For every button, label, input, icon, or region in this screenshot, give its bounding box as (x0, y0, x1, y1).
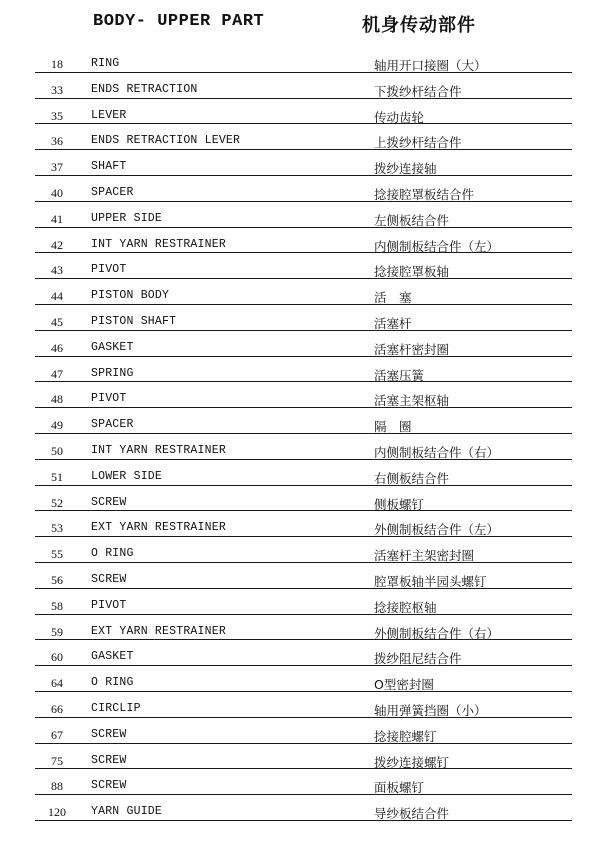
part-number: 36 (51, 134, 63, 149)
part-row (0, 385, 600, 411)
part-row (0, 772, 600, 798)
part-name-english: SCREW (91, 753, 127, 767)
part-name-chinese: 捻接腔罩板结合件 (374, 186, 475, 202)
part-number: 40 (51, 185, 63, 200)
part-name-chinese: 外侧制板结合件（右） (374, 625, 500, 641)
part-row (0, 282, 600, 308)
part-name-chinese: 左侧板结合件 (374, 212, 450, 228)
part-row (0, 360, 600, 386)
part-name-chinese: 下拨纱杆结合件 (374, 83, 462, 99)
part-row (0, 721, 600, 747)
part-name-english: SCREW (91, 727, 127, 741)
part-number: 56 (51, 572, 63, 587)
part-name-chinese: 拨纱连接轴 (374, 161, 437, 177)
part-number: 52 (51, 495, 63, 510)
part-number: 59 (51, 624, 63, 639)
part-row (0, 643, 600, 669)
part-name-chinese: 捻接腔罩板轴 (374, 264, 450, 280)
part-name-english: SCREW (91, 572, 127, 586)
part-name-chinese: 活塞主架枢轴 (374, 393, 450, 409)
part-number: 46 (51, 340, 63, 355)
part-name-english: SPACER (91, 185, 134, 199)
part-row (0, 566, 600, 592)
part-number: 55 (51, 547, 63, 562)
part-number: 43 (51, 263, 63, 278)
part-name-chinese: 活塞压簧 (374, 367, 425, 383)
part-number: 35 (51, 108, 63, 123)
part-name-english: YARN GUIDE (91, 805, 163, 819)
part-name-chinese: 活 塞 (374, 290, 412, 306)
part-name-english: INT YARN RESTRAINER (91, 237, 226, 251)
part-row (0, 695, 600, 721)
part-row (0, 463, 600, 489)
part-name-english: UPPER SIDE (91, 211, 163, 225)
part-name-english: ENDS RETRACTION (91, 82, 198, 96)
part-name-english: SCREW (91, 779, 127, 793)
part-name-chinese: 拨纱阻尼结合件 (374, 651, 462, 667)
part-name-english: SCREW (91, 495, 127, 509)
part-row (0, 205, 600, 231)
part-name-english: SPACER (91, 418, 134, 432)
part-number: 120 (48, 805, 66, 820)
part-name-chinese: 右侧板结合件 (374, 470, 450, 486)
part-name-chinese: 外侧制板结合件（左） (374, 522, 500, 538)
part-number: 47 (51, 366, 63, 381)
part-row (0, 50, 600, 76)
part-row (0, 411, 600, 437)
part-row (0, 231, 600, 257)
part-number: 41 (51, 211, 63, 226)
part-name-english: GASKET (91, 340, 134, 354)
part-row (0, 540, 600, 566)
part-row (0, 798, 600, 824)
part-number: 51 (51, 469, 63, 484)
part-number: 18 (51, 57, 63, 71)
part-number: 53 (51, 521, 63, 536)
part-row (0, 308, 600, 334)
part-name-chinese: O型密封圈 (374, 677, 434, 693)
part-name-chinese: 导纱板结合件 (374, 806, 450, 822)
part-number: 60 (51, 650, 63, 665)
part-row (0, 514, 600, 540)
part-name-chinese: 面板螺钉 (374, 780, 425, 796)
part-row (0, 153, 600, 179)
part-name-english: LEVER (91, 108, 127, 122)
part-number: 48 (51, 392, 63, 407)
part-name-chinese: 拨纱连接螺钉 (374, 754, 450, 770)
part-name-chinese: 侧板螺钉 (374, 496, 425, 512)
part-number: 67 (51, 727, 63, 742)
part-name-english: INT YARN RESTRAINER (91, 443, 226, 457)
part-name-english: EXT YARN RESTRAINER (91, 521, 226, 535)
part-row (0, 334, 600, 360)
part-name-english: SHAFT (91, 160, 127, 174)
part-name-english: PISTON SHAFT (91, 314, 177, 328)
part-name-chinese: 轴用弹簧挡圈（小） (374, 702, 487, 718)
part-name-english: PIVOT (91, 598, 127, 612)
part-name-english: ENDS RETRACTION LEVER (91, 134, 241, 148)
part-name-chinese: 传动齿轮 (374, 109, 425, 125)
parts-table (0, 50, 600, 824)
page-header (0, 12, 600, 40)
part-name-english: EXT YARN RESTRAINER (91, 624, 226, 638)
part-name-english: O RING (91, 676, 134, 690)
part-number: 37 (51, 160, 63, 175)
title-chinese: 机身传动部件 (362, 15, 476, 36)
part-name-english: O RING (91, 547, 134, 561)
part-name-english: SPRING (91, 366, 134, 380)
part-name-english: PISTON BODY (91, 289, 170, 303)
part-name-chinese: 腔罩板轴半园头螺钉 (374, 573, 487, 589)
part-name-english: LOWER SIDE (91, 469, 163, 483)
part-number: 75 (51, 753, 63, 768)
part-number: 66 (51, 701, 63, 716)
part-name-chinese: 捻接腔枢轴 (374, 599, 437, 615)
part-row (0, 669, 600, 695)
part-name-chinese: 隔 圈 (374, 419, 412, 435)
part-name-english: GASKET (91, 650, 134, 664)
part-number: 45 (51, 314, 63, 329)
part-name-english: CIRCLIP (91, 701, 141, 715)
part-row (0, 102, 600, 128)
part-name-chinese: 轴用开口接圈（大） (374, 58, 487, 73)
part-number: 58 (51, 598, 63, 613)
part-row (0, 618, 600, 644)
part-number: 44 (51, 289, 63, 304)
part-name-english: PIVOT (91, 263, 127, 277)
part-number: 42 (51, 237, 63, 252)
part-name-chinese: 活塞杆 (374, 315, 412, 331)
part-name-english: RING (91, 57, 120, 70)
part-row (0, 747, 600, 773)
part-row (0, 179, 600, 205)
part-row (0, 489, 600, 515)
part-number: 64 (51, 676, 63, 691)
part-number: 49 (51, 418, 63, 433)
part-name-chinese: 捻接腔螺钉 (374, 728, 437, 744)
part-name-chinese: 上拨纱杆结合件 (374, 135, 462, 151)
part-number: 33 (51, 82, 63, 97)
part-name-english: PIVOT (91, 392, 127, 406)
part-name-chinese: 活塞杆主架密封圈 (374, 548, 475, 564)
title-english: BODY- UPPER PART (93, 12, 265, 31)
part-number: 88 (51, 779, 63, 794)
part-name-chinese: 活塞杆密封圈 (374, 341, 450, 357)
part-name-chinese: 内侧制板结合件（右） (374, 444, 500, 460)
part-row (0, 256, 600, 282)
part-row (0, 127, 600, 153)
part-row (0, 76, 600, 102)
part-number: 50 (51, 443, 63, 458)
part-row (0, 592, 600, 618)
part-name-chinese: 内侧制板结合件（左） (374, 238, 500, 254)
part-row (0, 437, 600, 463)
